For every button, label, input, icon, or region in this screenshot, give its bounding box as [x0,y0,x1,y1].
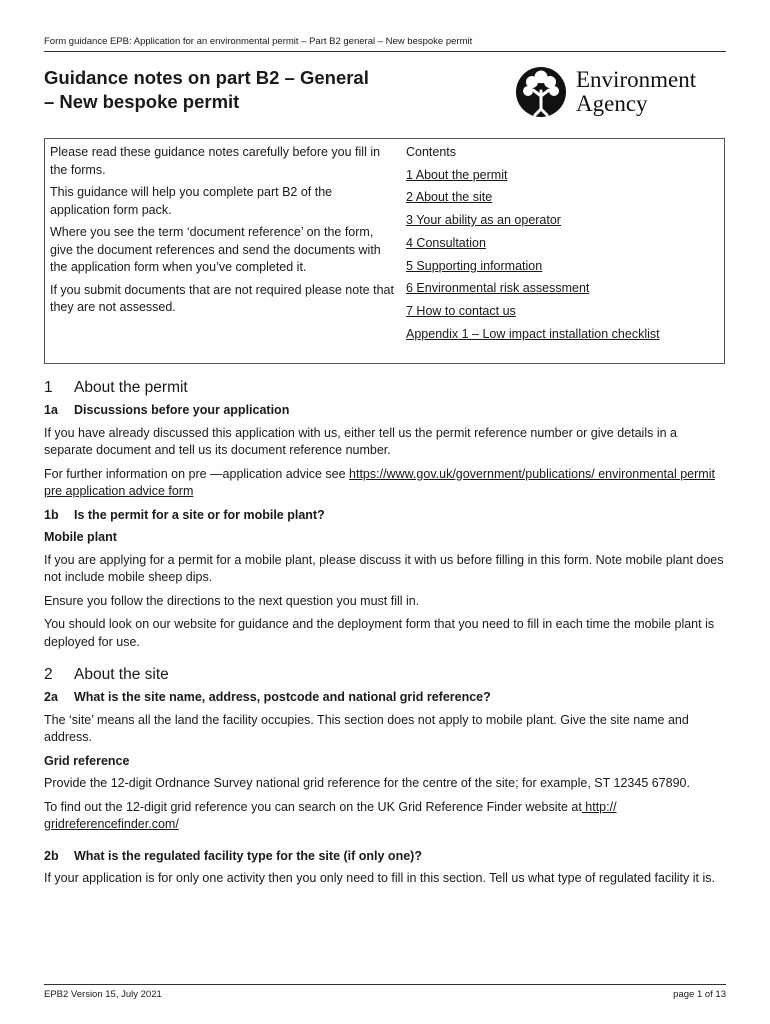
tree-person-logo-icon [514,65,568,119]
subsection-heading [44,689,726,707]
section-heading [44,665,726,685]
body-paragraph [44,799,726,834]
contents-link-about-permit[interactable]: 1 About the permit [406,167,508,182]
section-heading [44,378,726,398]
body-paragraph: The ‘site’ means all the land the facility occupies. This section does not apply to mobile plant. Give the site name and address. [44,712,689,744]
section-title: About the site [74,666,169,683]
page-number: page 1 of 13 [673,989,726,1000]
subsection-title: What is the regulated facility type for the site (if only one)? [74,848,422,863]
logo-wordmark [576,68,696,116]
body-text: To find out the 12-digit grid reference you can search on the UK Grid Reference Finder website at [44,799,582,814]
body-paragraph: Ensure you follow the directions to the next question you must fill in. [44,593,420,608]
contents-link-supporting-info[interactable]: 5 Supporting information [406,258,543,273]
subsection-title: Discussions before your application [74,403,290,417]
body-text: For further information on pre —application advice see [44,466,350,481]
grid-reference-finder-link[interactable]: http:// gridreferencefinder.com/ [44,799,617,831]
body-paragraph: If you have already discussed this application with us, either tell us the permit reference number or give details in a separate document and tell us its document reference number. [44,425,677,457]
document-version: EPB2 Version 15, July 2021 [44,989,162,1000]
subsection-number: 2b [44,848,59,863]
intro-paragraph: Please read these guidance notes carefully before you fill in the forms. [50,145,381,177]
subsection-number: 1a [44,403,58,417]
subsection-number: 2a [44,690,58,704]
contents-link-consultation[interactable]: 4 Consultation [406,235,486,250]
minor-heading: Mobile plant [44,530,117,544]
subsection-title: Is the permit for a site or for mobile plant? [74,507,325,522]
section-number: 1 [44,379,53,396]
logo-line-1: Environment [576,67,697,92]
subsection-heading [44,848,726,866]
intro-paragraph: Where you see the term ‘document reference’ on the form, give the document references and send the documents with the application form when you’ve completed it. [50,225,381,274]
pre-application-advice-link[interactable]: https://www.gov.uk/government/publications/ environmental permit pre application advice form [44,466,715,498]
minor-heading: Grid reference [44,753,130,768]
body-paragraph: If your application is for only one activity then you only need to fill in this section. Tell us what type of regulated facility it is. [44,871,715,885]
section-number: 2 [44,666,53,683]
intro-box [44,138,725,364]
page-title-line-2: – New bespoke permit [44,91,240,112]
environment-agency-logo [514,64,729,120]
subsection-heading [44,402,726,420]
subsection-heading [44,507,726,525]
contents-link-about-site[interactable]: 2 About the site [406,190,493,205]
contents-link-operator-ability[interactable]: 3 Your ability as an operator [406,213,561,228]
main-content [44,378,726,894]
logo-line-2: Agency [576,91,648,116]
subsection-number: 1b [44,507,59,522]
page-title-line-1: Guidance notes on part B2 – General [44,67,369,88]
intro-notes [50,144,395,322]
page-footer [44,984,726,1000]
intro-paragraph: This guidance will help you complete part B2 of the application form pack. [50,185,333,217]
body-paragraph: If you are applying for a permit for a mobile plant, please discuss it with us before filling in this form. Note mobile plant does not include mobile sheep dips. [44,552,724,584]
contents-title: Contents [406,145,457,159]
table-of-contents [406,144,721,349]
section-title: About the permit [74,379,188,396]
contents-link-appendix-1[interactable]: Appendix 1 – Low impact installation checklist [406,327,660,342]
subsection-title: What is the site name, address, postcode and national grid reference? [74,690,491,704]
contents-link-risk-assessment[interactable]: 6 Environmental risk assessment [406,281,590,296]
intro-paragraph: If you submit documents that are not required please note that they are not assessed. [50,282,394,314]
body-paragraph: Provide the 12-digit Ordnance Survey national grid reference for the centre of the site; for example, ST 12345 67890. [44,776,690,790]
page-title [44,66,464,114]
body-paragraph: You should look on our website for guidance and the deployment form that you need to fill in each time the mobile plant is deployed for use. [44,617,715,649]
body-paragraph [44,466,726,501]
contents-link-contact-us[interactable]: 7 How to contact us [406,304,516,319]
running-header: Form guidance EPB: Application for an environmental permit – Part B2 general – New bespoke permit [44,36,726,52]
